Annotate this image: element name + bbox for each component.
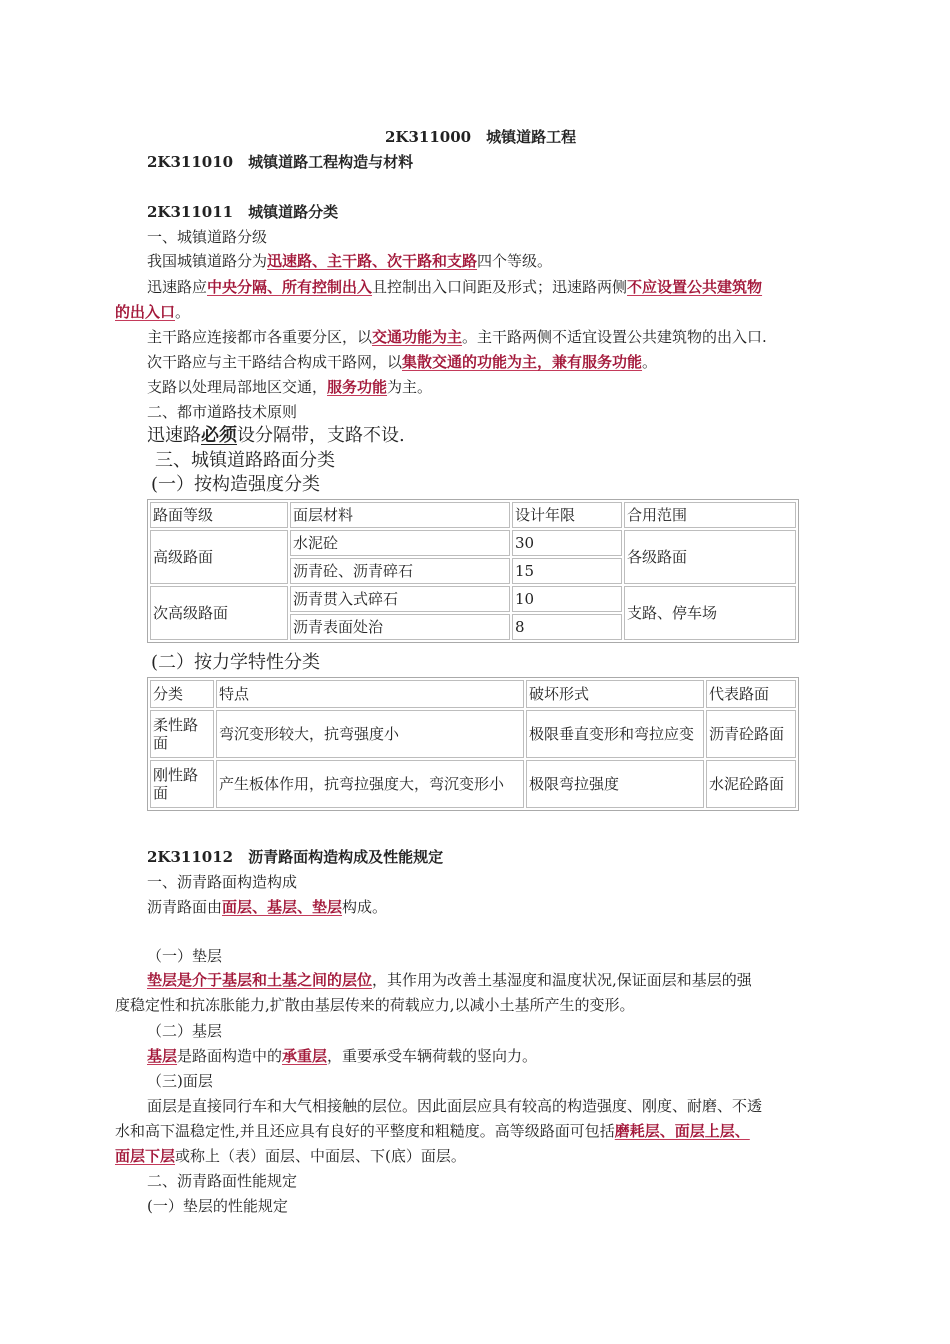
- text: 构成。: [342, 898, 388, 916]
- emphasis-must: 必须: [201, 425, 237, 446]
- paragraph-cushion-line1: [147, 970, 752, 990]
- text: ，其作用为改善土基湿度和温度状况,保证面层和基层的强: [372, 971, 752, 989]
- cell-example: 沥青砼路面: [706, 710, 796, 758]
- highlight-four-grades: 迅速路、主干路、次干路和支路: [267, 252, 478, 270]
- text: ，重要承受车辆荷载的竖向力。: [327, 1047, 538, 1065]
- highlight-entrances: 的出入口: [115, 303, 176, 321]
- cell-range: 各级路面: [624, 530, 796, 584]
- text: 四个等级。: [477, 252, 553, 270]
- paragraph-secondary-road: [147, 352, 657, 372]
- heading-cushion-performance: (一）垫层的性能规定: [147, 1197, 288, 1215]
- page-title: 2K311000 城镇道路工程: [385, 128, 577, 146]
- section-heading-2k311012: 2K311012 沥青路面构造构成及性能规定: [147, 848, 444, 866]
- cell-example: 水泥砼路面: [706, 760, 796, 808]
- paragraph-main-road: [147, 327, 767, 347]
- heading-by-structural-strength: (一）按构造强度分类: [151, 474, 321, 495]
- cell-material: 沥青表面处治: [290, 614, 510, 640]
- highlight-layers: 面层、基层、垫层: [222, 898, 343, 916]
- table-row: [150, 710, 796, 758]
- cell-years: 10: [512, 586, 622, 612]
- header-cell: 合用范围: [624, 502, 796, 528]
- heading-pavement-classification: 三、城镇道路路面分类: [155, 450, 335, 471]
- text: 水和高下温稳定性,并且还应具有良好的平整度和粗糙度。高等级路面可包括: [115, 1122, 615, 1140]
- cell-type: 刚性路面: [150, 760, 214, 808]
- text: 主干路应连接都市各重要分区，以: [147, 328, 373, 346]
- text: 且控制出入口间距及形式；迅速路两侧: [372, 278, 628, 296]
- text: 设分隔带，支路不设.: [237, 425, 405, 446]
- highlight-cushion-definition: 垫层是介于基层和土基之间的层位: [147, 971, 373, 989]
- highlight-base: 基层: [147, 1047, 178, 1065]
- table-header-row: [150, 502, 796, 528]
- heading-by-mechanical-property: (二）按力学特性分类: [151, 652, 321, 673]
- text: 。主干路两侧不适宜设置公共建筑物的出入口.: [462, 328, 767, 346]
- cell-material: 沥青砼、沥青碎石: [290, 558, 510, 584]
- cell-type: 柔性路面: [150, 710, 214, 758]
- header-cell: 设计年限: [512, 502, 622, 528]
- text: 支路以处理局部地区交通，: [147, 378, 328, 396]
- table-row: [150, 760, 796, 808]
- cell-failure: 极限垂直变形和弯拉应变: [526, 710, 704, 758]
- header-cell: 面层材料: [290, 502, 510, 528]
- highlight-distribution-function: 集散交通的功能为主，兼有服务功能: [402, 353, 643, 371]
- paragraph-expressway-line2: [115, 302, 190, 322]
- section-heading-2k311011: 2K311011 城镇道路分类: [147, 203, 339, 221]
- cell-feature: 弯沉变形较大，抗弯强度小: [216, 710, 524, 758]
- cell-grade: 次高级路面: [150, 586, 288, 640]
- text: 次干路应与主干路结合构成干路网，以: [147, 353, 403, 371]
- table-row: [150, 586, 796, 612]
- text: 沥青路面由: [147, 898, 223, 916]
- highlight-no-public-buildings: 不应设置公共建筑物: [627, 278, 763, 296]
- highlight-wear-layers: 磨耗层、面层上层、: [614, 1122, 750, 1140]
- heading-base-layer: （二）基层: [147, 1022, 223, 1040]
- heading-asphalt-performance: 二、沥青路面性能规定: [147, 1172, 298, 1190]
- header-cell: 代表路面: [706, 680, 796, 708]
- header-cell: 分类: [150, 680, 214, 708]
- heading-road-grades: 一、城镇道路分级: [147, 228, 268, 246]
- paragraph-surface-line2: [115, 1121, 750, 1141]
- text: 我国城镇道路分为: [147, 252, 268, 270]
- section-heading-2k311010: 2K311010 城镇道路工程构造与材料: [147, 153, 414, 171]
- text: 或称上（表）面层、中面层、下(底）面层。: [175, 1147, 466, 1165]
- paragraph-expressway-line1: [147, 277, 762, 297]
- text: 迅速路: [147, 425, 201, 446]
- highlight-lower-layer: 面层下层: [115, 1147, 176, 1165]
- table-mechanical-property: [147, 677, 799, 811]
- highlight-traffic-function: 交通功能为主: [372, 328, 463, 346]
- highlight-central-separation: 中央分隔、所有控制出入: [207, 278, 373, 296]
- heading-cushion-layer: （一）垫层: [147, 947, 223, 965]
- table-header-row: [150, 680, 796, 708]
- cell-material: 水泥砼: [290, 530, 510, 556]
- paragraph-base-layer: [147, 1046, 537, 1066]
- header-cell: 路面等级: [150, 502, 288, 528]
- paragraph-road-grades: [147, 251, 552, 271]
- heading-surface-layer: （三)面层: [147, 1072, 213, 1090]
- cell-range: 支路、停车场: [624, 586, 796, 640]
- highlight-bearing-layer: 承重层: [282, 1047, 328, 1065]
- text: 是路面构造中的: [177, 1047, 283, 1065]
- text: 。: [642, 353, 658, 371]
- text: 为主。: [387, 378, 433, 396]
- text: 。: [175, 303, 191, 321]
- paragraph-branch-road: [147, 377, 432, 397]
- cell-material: 沥青贯入式碎石: [290, 586, 510, 612]
- table-row: [150, 530, 796, 556]
- cell-years: 30: [512, 530, 622, 556]
- heading-asphalt-structure: 一、沥青路面构造构成: [147, 873, 298, 891]
- paragraph-surface-line1: 面层是直接同行车和大气相接触的层位。因此面层应具有较高的构造强度、刚度、耐磨、不透: [147, 1097, 763, 1115]
- paragraph-asphalt-layers: [147, 897, 387, 917]
- table-structural-strength: [147, 499, 799, 643]
- paragraph-cushion-line2: 度稳定性和抗冻胀能力,扩散由基层传来的荷载应力,以减小土基所产生的变形。: [115, 996, 635, 1014]
- cell-feature: 产生板体作用，抗弯拉强度大，弯沉变形小: [216, 760, 524, 808]
- paragraph-surface-line3: [115, 1146, 466, 1166]
- heading-technical-principles: 二、都市道路技术原则: [147, 403, 298, 421]
- cell-grade: 高级路面: [150, 530, 288, 584]
- highlight-service-function: 服务功能: [327, 378, 388, 396]
- cell-years: 15: [512, 558, 622, 584]
- cell-years: 8: [512, 614, 622, 640]
- header-cell: 破坏形式: [526, 680, 704, 708]
- text: 迅速路应: [147, 278, 208, 296]
- cell-failure: 极限弯拉强度: [526, 760, 704, 808]
- header-cell: 特点: [216, 680, 524, 708]
- paragraph-separator: [147, 426, 405, 446]
